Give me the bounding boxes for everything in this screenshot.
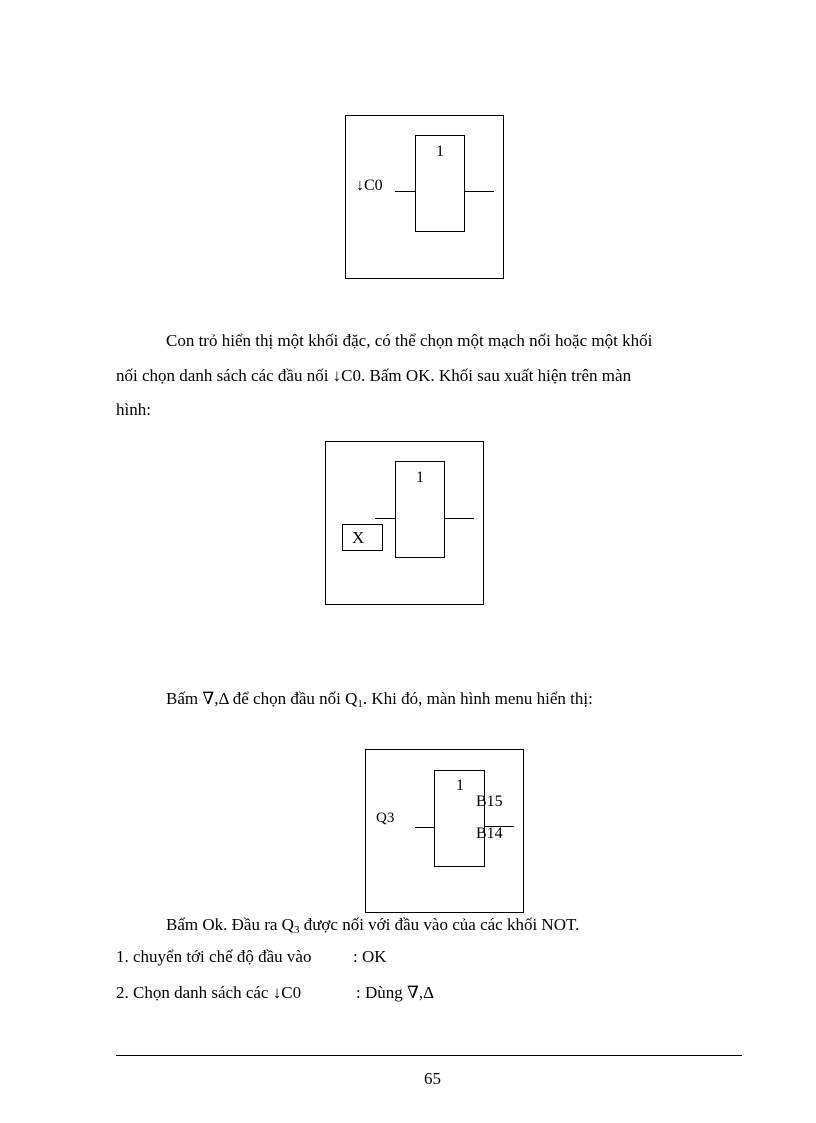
paragraph-2-subscript: 1 <box>357 698 363 710</box>
paragraph-3-text-after: được nối với đầu vào của các khối NOT. <box>299 915 580 934</box>
figure-3-block-label: 1 <box>456 777 464 794</box>
figure-1-function-block <box>415 135 465 232</box>
figure-1-frame <box>345 115 504 279</box>
figure-2-function-block <box>395 461 445 558</box>
figure-3-output-labels <box>476 786 524 856</box>
paragraph-2 <box>166 689 593 709</box>
figure-3-input-line <box>415 827 435 828</box>
paragraph-1-line-3: hình: <box>116 400 151 419</box>
paragraph-2-text-after: . Khi đó, màn hình menu hiển thị: <box>362 689 593 708</box>
figure-3-output-top-label: B15 <box>476 793 503 810</box>
figure-1-output-line <box>465 191 494 192</box>
figure-2-frame <box>325 441 484 605</box>
figure-3-input-label: Q3 <box>376 810 395 826</box>
footer-rule <box>116 1055 742 1056</box>
figure-3-function-block <box>434 770 485 867</box>
step-2-value: : Dùng ∇,Δ <box>356 983 435 1002</box>
figure-2-input-box-label: X <box>352 528 365 547</box>
figure-1-input-label: ↓C0 <box>356 177 383 194</box>
figure-1-block-label: 1 <box>436 143 444 160</box>
figure-2-input-box <box>342 524 383 551</box>
step-1-value: : OK <box>353 947 387 966</box>
paragraph-1-line-1: Con trỏ hiển thị một khối đặc, có thể chọn một mạch nối hoặc một khối <box>166 331 653 350</box>
figure-1-input-line <box>395 191 415 192</box>
page-number: 65 <box>424 1069 441 1088</box>
figure-2-block-label: 1 <box>416 469 424 486</box>
paragraph-3 <box>166 915 579 935</box>
figure-3-output-bottom-label: B14 <box>476 825 503 842</box>
figure-2-output-line <box>445 518 474 519</box>
paragraph-3-text-before: Bấm Ok. Đầu ra Q <box>166 915 294 934</box>
paragraph-1-line-2: nối chọn danh sách các đầu nối ↓C0. Bấm OK. Khối sau xuất hiện trên màn <box>116 366 632 385</box>
paragraph-2-text-before: Bấm ∇,Δ để chọn đầu nối Q <box>166 689 358 708</box>
step-1-label: 1. chuyển tới chế độ đầu vào <box>116 947 312 966</box>
figure-3-frame <box>365 749 524 913</box>
step-2-label: 2. Chọn danh sách các ↓C0 <box>116 983 302 1002</box>
paragraph-3-subscript: 3 <box>293 924 300 936</box>
figure-2-input-line <box>375 518 395 519</box>
